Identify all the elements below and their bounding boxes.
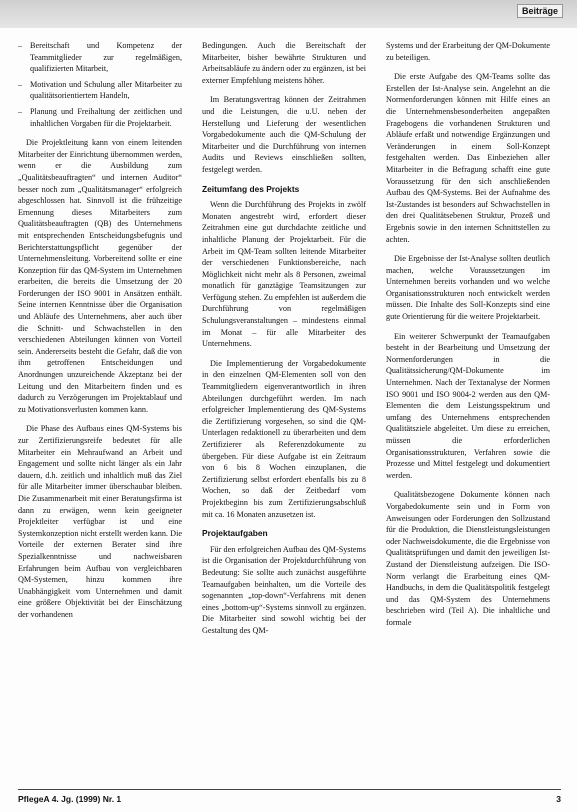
paragraph: Bedingungen. Auch die Bereitschaft der Mitarbeiter, bisher bewährte Strukturen und Arbeitsabläufe zu ändern oder zu ergänzen, ist bei externer Empfehlung meistens höher. <box>202 41 366 85</box>
column-3 <box>386 40 550 637</box>
paragraph: Qualitätsbezogene Dokumente können nach Vorgabedokumente sein und in Form von Anweisungen oder Forderungen den Sollzustand für die Produktion, die Dienstleistungsleistungen oder Nachweisdokumente, die die Ergebnisse von Qualitätsprüfungen und damit den jeweiligen Ist-Zustand der Dienstleistung aufzeigen. Die ISO-Norm verlangt die Erarbeitung eines QM-Handbuchs, in dem die Qualitätspolitik festgelegt und das QM-System des Unternehmens beschrieben wird (Teil A). Die inhaltliche und formale <box>386 490 550 627</box>
paragraph: Ein weiterer Schwerpunkt der Teamaufgaben besteht in der Bearbeitung und Umsetzung der Normenforderungen in die Qualitätssicherung/QM-Dokumente im Unternehmen. Nach der Textanalyse der Normen ISO 9001 und ISO 9004-2 werden aus den QM-Elementen die dem Leistungsspektrum und umfang des Unternehmens entsprechenden Qualitätsziele abgeleitet. Um diese zu erreichen, müssen die erforderlichen Organisationsstrukturen, Verfahren sowie die Prozesse und Mittel festgelegt und dokumentiert werden. <box>386 331 550 480</box>
paragraph: Für den erfolgreichen Aufbau des QM-Systems ist die Organisation der Projektdurchführung von Bedeutung: Sie sollte auch zunächst ausgeführte Teamaufgaben beinhalten, um die Vorteile des sogenannten „top-down“-Verfahrens mit denen eines „bottom-up“-Systems sinnvoll zu ergänzen. Die Mitarbeiter sind sowohl wichtig bei der Gestaltung des QM- <box>202 544 366 635</box>
requirements-list <box>18 40 182 129</box>
page-number: 3 <box>556 794 561 804</box>
list-item: – Planung und Freihaltung der zeitlichen und inhaltlichen Vorgaben für die Projektarbeit. <box>18 106 182 129</box>
list-item: – Motivation und Schulung aller Mitarbeiter zu qualitätsorientiertem Handeln, <box>18 79 182 102</box>
paragraph: Die Phase des Aufbaus eines QM-Systems bis zur Zertifizierungsreife bedeutet für alle Mitarbeiter ein Mehraufwand an Arbeit und Engagement und sollte nicht länger als ein Jahr dauern, d.h. zeitlich und inhaltlich muß das Ziel für alle Mitarbeiter immer überschaubar bleiben. Die Zusammenarbeit mit einer Beratungsfirma ist dann zu erwägen, wenn kein geeigneter Projektleiter verfügbar ist und eine Systemkonzeption nicht erstellt werden kann. Die Vorteile der externen Berater sind ihre Spezialkenntnisse und nachweisbaren Erfahrungen beim Aufbau von vergleichbaren QM-Systemen, hinzu kommen ihre Unabhängigkeit vom Unternehmen und damit eine größere Objektivität bei der Einschätzung der vorhandenen <box>18 424 182 619</box>
paragraph: Die Ergebnisse der Ist-Analyse sollten deutlich machen, welche Voraussetzungen im Unternehmen bereits vorhanden und wo welche Organisationsstrukturen noch entwickelt werden müssen. Die Inhalte des Soll-Konzepts sind eine gute Orientierung für die weitere Projektarbeit. <box>386 254 550 322</box>
paragraph: Im Beratungsvertrag können der Zeitrahmen und die Leistungen, die u.U. neben der Herstellung und Lieferung der wesentlichen Vorgabedokumente auch die QM-Schulung der Mitarbeiter und die Durchführung von internen Audits und Reviews einschließen sollten, festgelegt werden. <box>202 95 366 174</box>
column-2 <box>202 40 366 645</box>
section-heading: Projektaufgaben <box>202 528 268 539</box>
journal-citation: PflegeA 4. Jg. (1999) Nr. 1 <box>18 794 122 804</box>
footer-divider <box>18 789 561 790</box>
section-heading: Zeitumfang des Projekts <box>202 183 300 194</box>
header-bar <box>0 0 577 28</box>
section-label: Beiträge <box>517 4 563 18</box>
list-item: – Bereitschaft und Kompetenz der Teammitglieder zur regelmäßigen, qualifizierten Mitarbeit, <box>18 40 182 75</box>
paragraph: Die Implementierung der Vorgabedokumente in den einzelnen QM-Elementen soll von den Teammitgliedern eigenverantwortlich in ihren Abteilungen durchgeführt werden. Im nach erfolgreicher Implementierung des QM-Systems die Zertifizierung vorgesehen, so sind die QM-Unterlagen redaktionell zu überarbeiten und dem Zertifizierer als Referenzdokumente zu übergeben. Für diese Aufgabe ist ein Zeitraum von 6 bis 8 Wochen einzuplanen, die Zertifizierung selbst erfordert ebenfalls bis zu 8 Wochen, so daß der Zeitbedarf vom Projektbeginn bis zum Zertifizierungsabschluß mit ca. 16 Monaten anzusetzen ist. <box>202 358 366 519</box>
paragraph: Die erste Aufgabe des QM-Teams sollte das Erstellen der Ist-Analyse sein. Angelehnt an die Normenforderungen können mit Hilfe eines an die Unternehmensbesonderheiten angepaßten Fragebogens die vorhandenen Strukturen und Abläufe erfaßt und notwendige Ergänzungen und Veränderungen in einem Soll-Konzept festgehalten werden. Das Einbeziehen aller Mitarbeiter in die Befragung schafft eine gute Voraussetzung für den sich anschließenden Aufbau des QM-Systems. Bei der Aufnahme des Ist-Zustandes ist besonders auf Schwachstellen in den drei Qualitätsebenen Struktur, Prozeß und Ergebnis sowie in den internen Schnittstellen zu achten. <box>386 72 550 244</box>
paragraph: Wenn die Durchführung des Projekts in zwölf Monaten angestrebt wird, erfordert dieser Zeitrahmen eine gut durchdachte zeitliche und inhaltliche Planung der Projektarbeit. Für die Arbeit im QM-Team sollten leitende Mitarbeiter der verschiedenen Funktionsbereiche, nach Möglichkeit nicht mehr als 8 Personen, zweimal monatlich für ganztägige Teamsitzungen zur Verfügung stehen. Zu empfehlen ist außerdem die Durchführung von regelmäßigen Schulungsveranstaltungen – mindestens einmal im Monat – für alle Mitarbeiter des Unternehmens. <box>202 200 366 349</box>
column-1 <box>18 40 182 629</box>
paragraph: Die Projektleitung kann von einem leitenden Mitarbeiter der Einrichtung übernommen werden, wenn er die Ausbildung zum „Qualitätsbeauftragten“ und internen Auditor“ besser noch zum „Qualitätsmanager“ erfolgreich abgeschlossen hat. Sinnvoll ist die frühzeitige Ernennung dieses Mitarbeiters zum Qualitätsbeauftragten (QB) des Unternehmens mit entsprechenden Entscheidungsbefugnis und Berichterstattungspflicht gegenüber der Unternehmensleitung. Vorbereitend sollte er eine Konzeption für das QM-System im Unternehmen erarbeiten, die bereits die Umsetzung der 20 Forderungen der ISO 9001 in Ansätzen enthält. Seine internen Kenntnisse über die Organisation und Abläufe des Unternehmens, aber auch über die Schnitt- und Schwachstellen in den verschiedenen Abteilungen können von Vorteil sein. Andererseits besteht die Gefahr, daß die von ihm getroffenen Entscheidungen und Anordnungen unzureichende Akzeptanz bei der Leitung und den Mitarbeitern finden und es dadurch zu Verzögerungen im Projektablauf und zu Motivationsverlusten kommen kann. <box>18 138 182 414</box>
paragraph: Systems und der Erarbeitung der QM-Dokumente zu beteiligen. <box>386 41 550 62</box>
